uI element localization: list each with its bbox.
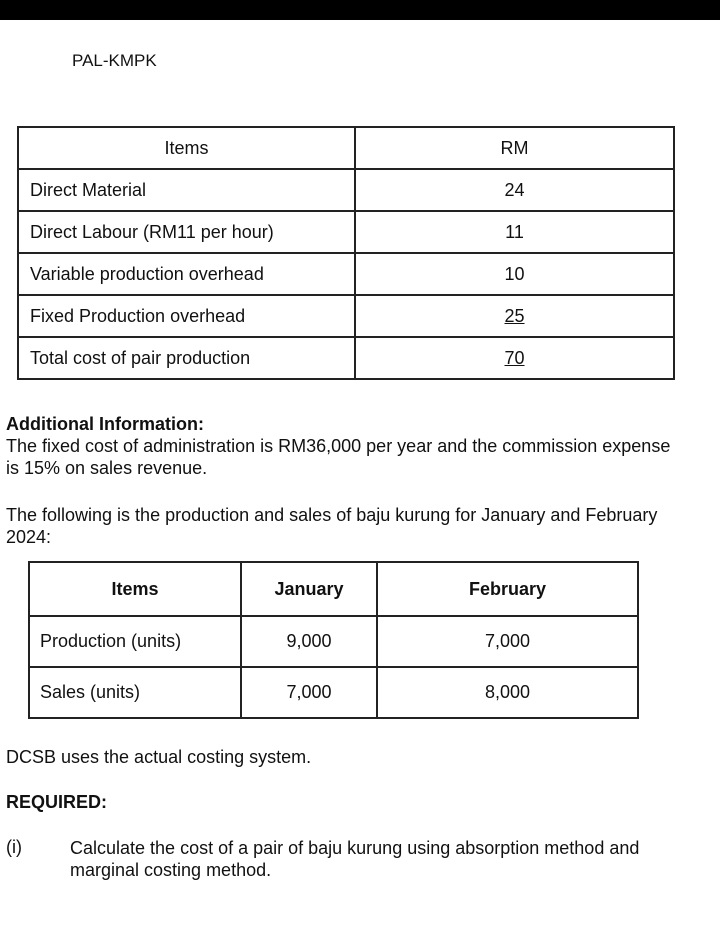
table-row <box>18 169 674 211</box>
additional-info-heading: Additional Information: <box>6 414 204 434</box>
cell-item: Direct Material <box>18 169 355 211</box>
table-row <box>18 253 674 295</box>
column-header-february: February <box>377 562 638 616</box>
table-row <box>18 295 674 337</box>
table-row <box>29 667 638 718</box>
column-header-items: Items <box>29 562 241 616</box>
table-row <box>18 211 674 253</box>
table-header-row <box>18 127 674 169</box>
document-header: PAL-KMPK <box>72 51 157 70</box>
cell-item: Fixed Production overhead <box>18 295 355 337</box>
cell-february: 8,000 <box>377 667 638 718</box>
cell-february: 7,000 <box>377 616 638 667</box>
cost-table <box>17 126 675 380</box>
production-table <box>28 561 639 719</box>
additional-info-text: The fixed cost of administration is RM36,000 per year and the commission expense is 15% on sales revenue. <box>6 436 671 478</box>
cell-rm: 24 <box>355 169 674 211</box>
costing-note: DCSB uses the actual costing system. <box>6 747 312 767</box>
required-heading: REQUIRED: <box>6 792 108 812</box>
cell-item: Production (units) <box>29 616 241 667</box>
required-item-text: Calculate the cost of a pair of baju kurung using absorption method and marginal costing method. <box>70 838 640 880</box>
cell-january: 7,000 <box>241 667 377 718</box>
cell-item: Sales (units) <box>29 667 241 718</box>
cell-rm: 25 <box>504 305 525 326</box>
cell-item: Total cost of pair production <box>18 337 355 379</box>
cell-item: Direct Labour (RM11 per hour) <box>18 211 355 253</box>
cell-rm-total: 70 <box>504 347 525 368</box>
top-black-bar <box>0 0 720 20</box>
column-header-rm: RM <box>355 127 674 169</box>
cell-rm: 11 <box>355 211 674 253</box>
table-header-row <box>29 562 638 616</box>
column-header-items: Items <box>18 127 355 169</box>
production-intro: The following is the production and sales of baju kurung for January and February 2024: <box>6 505 658 547</box>
table-row-total <box>18 337 674 379</box>
cell-item: Variable production overhead <box>18 253 355 295</box>
required-item-number: (i) <box>6 837 22 857</box>
cell-january: 9,000 <box>241 616 377 667</box>
cell-rm: 10 <box>355 253 674 295</box>
table-row <box>29 616 638 667</box>
column-header-january: January <box>241 562 377 616</box>
